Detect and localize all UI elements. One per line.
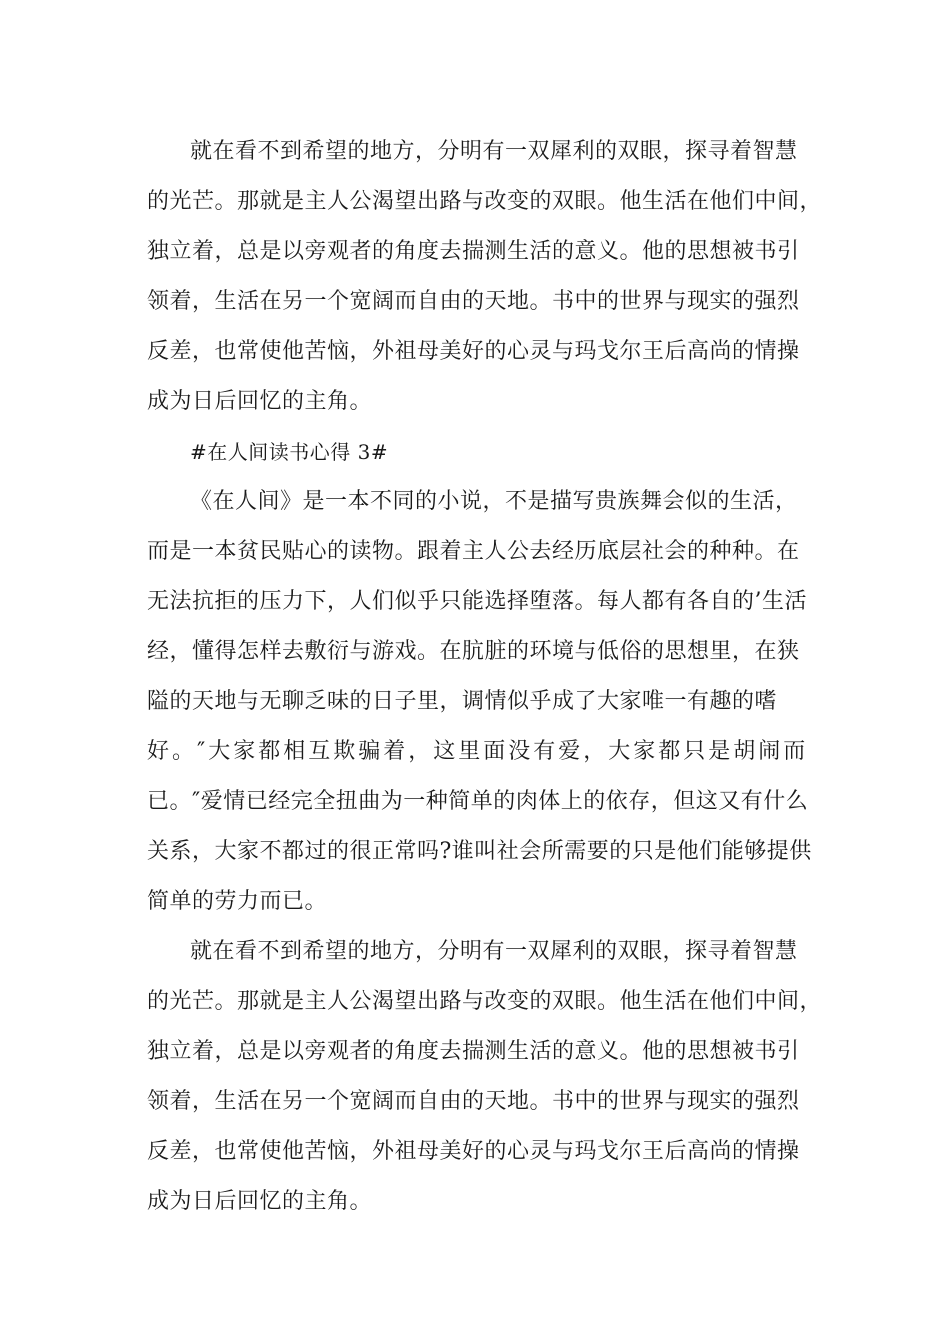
paragraph-1-line-4: 领着，生活在另一个宽阔而自由的天地。书中的世界与现实的强烈: [147, 289, 800, 314]
paragraph-2-line-1: 《在人间》是一本不同的小说，不是描写贵族舞会似的生活，: [190, 489, 798, 514]
paragraph-2-line-6: 好。″大家都相互欺骗着，这里面没有爱，大家都只是胡闹而: [147, 739, 809, 764]
paragraph-2-line-2: 而是一本贫民贴心的读物。跟着主人公去经历底层社会的种种。在: [147, 539, 800, 564]
paragraph-2-line-9: 简单的劳力而已。: [147, 889, 328, 914]
section-heading: #在人间读书心得 3#: [190, 440, 389, 464]
paragraph-1-line-6: 成为日后回忆的主角。: [147, 389, 373, 414]
paragraph-3-line-2: 的光芒。那就是主人公渴望出路与改变的双眼。他生活在他们中间，: [147, 989, 823, 1014]
paragraph-3-line-1: 就在看不到希望的地方，分明有一双犀利的双眼，探寻着智慧: [190, 939, 798, 964]
paragraph-3-line-4: 领着，生活在另一个宽阔而自由的天地。书中的世界与现实的强烈: [147, 1089, 800, 1114]
paragraph-2-line-3: 无法抗拒的压力下，人们似乎只能选择堕落。每人都有各自的’生活: [147, 589, 807, 614]
paragraph-2-line-7: 已。″爱情已经完全扭曲为一种简单的肉体上的依存，但这又有什么: [147, 789, 809, 814]
paragraph-2-line-5: 隘的天地与无聊乏味的日子里，调情似乎成了大家唯一有趣的嗜: [147, 689, 778, 714]
paragraph-1-line-3: 独立着，总是以旁观者的角度去揣测生活的意义。他的思想被书引: [147, 239, 800, 264]
paragraph-3-line-3: 独立着，总是以旁观者的角度去揣测生活的意义。他的思想被书引: [147, 1039, 800, 1064]
paragraph-1-line-2: 的光芒。那就是主人公渴望出路与改变的双眼。他生活在他们中间，: [147, 189, 823, 214]
paragraph-2-line-4: 经，懂得怎样去敷衍与游戏。在肮脏的环境与低俗的思想里，在狭: [147, 639, 800, 664]
paragraph-1-line-5: 反差，也常使他苦恼，外祖母美好的心灵与玛戈尔王后高尚的情操: [147, 339, 800, 364]
paragraph-3-line-6: 成为日后回忆的主角。: [147, 1189, 373, 1214]
paragraph-2-line-8: 关系，大家不都过的很正常吗?谁叫社会所需要的只是他们能够提供: [147, 839, 812, 864]
paragraph-3-line-5: 反差，也常使他苦恼，外祖母美好的心灵与玛戈尔王后高尚的情操: [147, 1139, 800, 1164]
paragraph-1-line-1: 就在看不到希望的地方，分明有一双犀利的双眼，探寻着智慧: [190, 139, 798, 164]
